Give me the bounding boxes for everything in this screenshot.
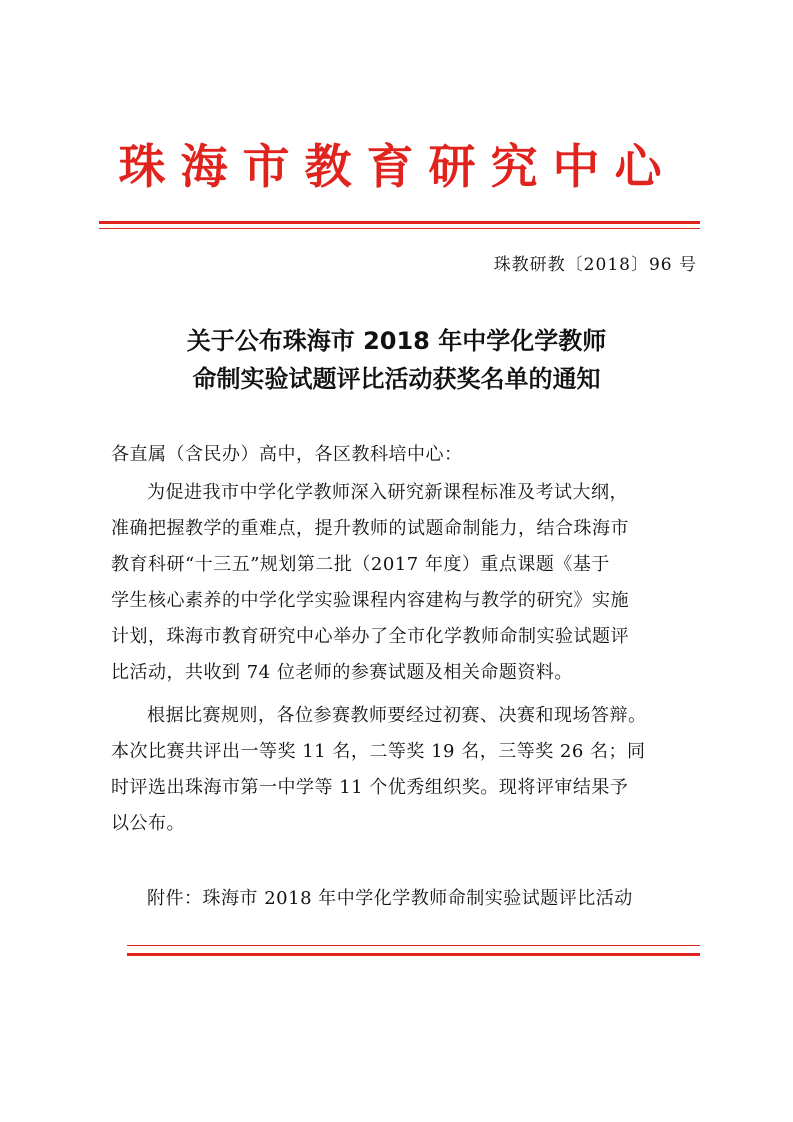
paragraph-1-line: 为促进我市中学化学教师深入研究新课程标准及考试大纲，: [147, 482, 628, 503]
document-number: 珠教研教〔2018〕96 号: [493, 255, 697, 275]
footer-rule-thin: [127, 945, 700, 946]
title-line-2: 命制实验试题评比活动获奖名单的通知: [192, 365, 601, 393]
salutation: 各直属（含民办）高中，各区教科培中心：: [111, 444, 463, 465]
organization-header: 珠海市教育研究中心: [118, 140, 677, 195]
paragraph-2-line: 时评选出珠海市第一中学等 11 个优秀组织奖。现将评审结果予: [111, 777, 629, 798]
paragraph-2-line: 本次比赛共评出一等奖 11 名，二等奖 19 名，三等奖 26 名；同: [111, 741, 646, 762]
paragraph-2-line: 以公布。: [111, 813, 185, 834]
paragraph-1-line: 计划，珠海市教育研究中心举办了全市化学教师命制实验试题评: [111, 626, 629, 647]
header-rule-thick: [99, 221, 700, 224]
paragraph-1-line: 学生核心素养的中学化学实验课程内容建构与教学的研究》实施: [111, 590, 629, 611]
attachment-line: 附件：珠海市 2018 年中学化学教师命制实验试题评比活动: [147, 888, 633, 909]
paragraph-1-line: 准确把握教学的重难点，提升教师的试题命制能力，结合珠海市: [111, 518, 629, 539]
footer-rule-thick: [127, 953, 700, 956]
header-rule-thin: [99, 228, 700, 229]
paragraph-1-line: 教育科研“十三五”规划第二批（2017 年度）重点课题《基于: [111, 554, 610, 575]
title-line-1: 关于公布珠海市 2018 年中学化学教师: [186, 327, 607, 355]
paragraph-1-line: 比活动，共收到 74 位老师的参赛试题及相关命题资料。: [111, 662, 573, 683]
paragraph-2-line: 根据比赛规则，各位参赛教师要经过初赛、决赛和现场答辩。: [147, 705, 647, 726]
